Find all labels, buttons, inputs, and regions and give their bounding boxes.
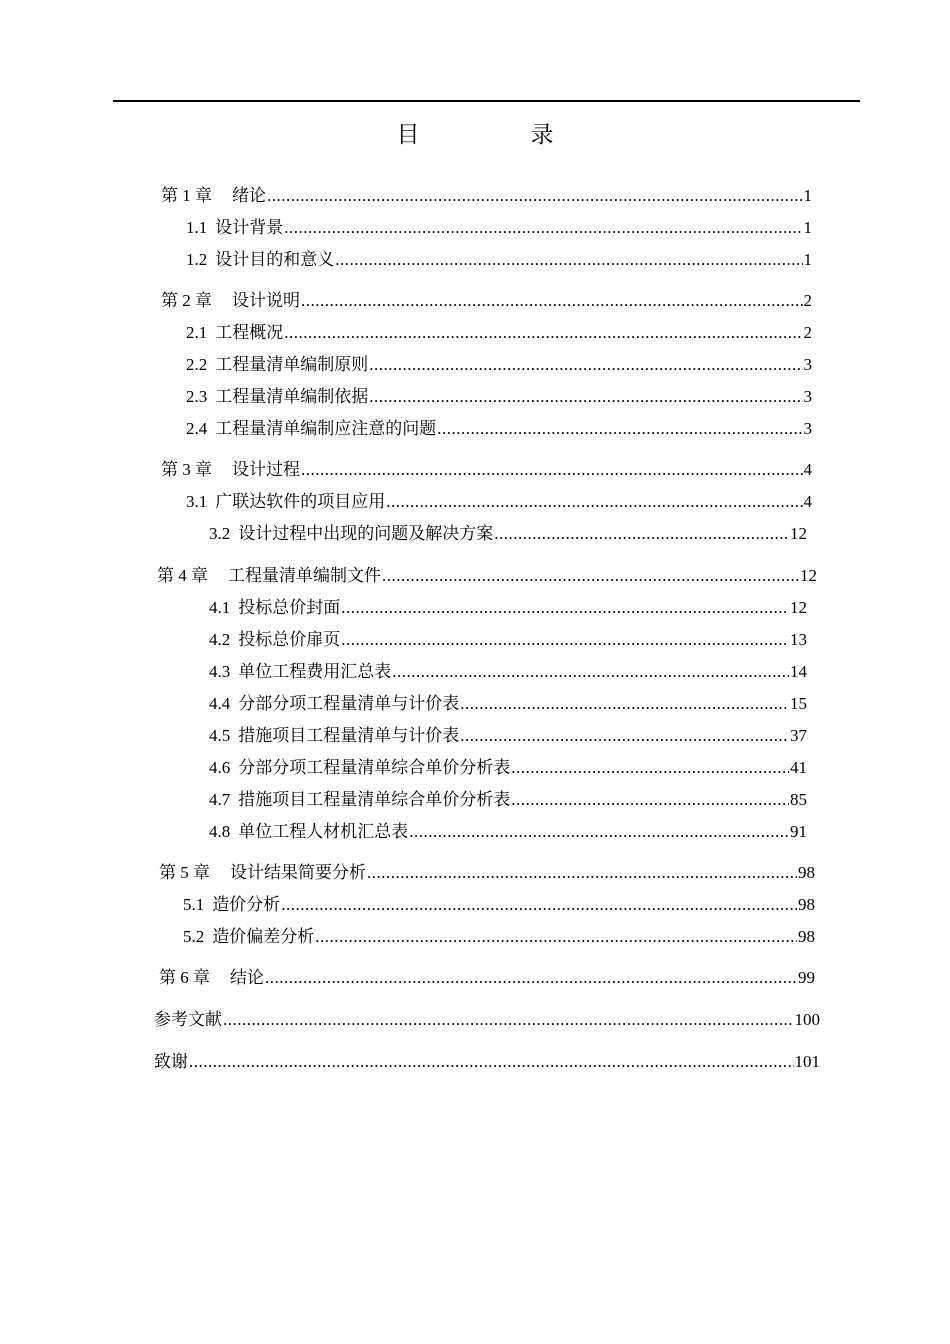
toc-entry-4-6[interactable]: [209, 757, 807, 779]
entry-label: 分部分项工程量清单综合单价分析表: [238, 758, 511, 777]
toc-entry-chapter-1[interactable]: [161, 185, 812, 207]
entry-page: 3: [803, 355, 812, 374]
entry-label: 设计过程: [232, 460, 300, 479]
entry-number: 4.5: [209, 726, 231, 745]
entry-label: 结论: [230, 968, 264, 987]
entry-label: 设计背景: [215, 218, 284, 237]
toc-entry-2-1[interactable]: [186, 322, 812, 344]
toc-entry-4-3[interactable]: [209, 661, 807, 683]
entry-label: 设计结果简要分析: [230, 863, 366, 882]
entry-page: 85: [790, 790, 807, 809]
toc-entry-4-7[interactable]: [209, 789, 807, 811]
entry-number: 2.3: [186, 387, 208, 406]
entry-page: 37: [790, 726, 807, 745]
entry-page: 99: [798, 968, 815, 987]
toc-entry-chapter-5[interactable]: [159, 862, 815, 884]
toc-entry-1-2[interactable]: [186, 249, 812, 271]
entry-label: 设计目的和意义: [215, 250, 335, 269]
entry-page: 15: [790, 694, 807, 713]
dot-leader: [265, 967, 797, 989]
entry-page: 100: [794, 1010, 820, 1029]
toc-entry-1-1[interactable]: [186, 217, 812, 239]
dot-leader: [223, 1009, 794, 1031]
dot-leader: [511, 757, 789, 779]
header-rule: [113, 100, 860, 102]
entry-label: 工程量清单编制依据: [215, 387, 369, 406]
entry-number: 2.1: [186, 323, 208, 342]
dot-leader: [341, 597, 789, 619]
entry-number: 第 5 章: [159, 863, 210, 882]
entry-number: 1.2: [186, 250, 208, 269]
entry-label: 投标总价封面: [238, 598, 341, 617]
entry-label: 参考文献: [154, 1010, 222, 1029]
entry-label: 设计说明: [232, 291, 300, 310]
dot-leader: [341, 629, 789, 651]
entry-number: 3.1: [186, 492, 208, 511]
dot-leader: [437, 418, 802, 440]
entry-page: 3: [803, 387, 812, 406]
entry-page: 101: [794, 1052, 820, 1071]
toc-entry-chapter-6[interactable]: [159, 967, 815, 989]
entry-label: 造价分析: [212, 895, 281, 914]
dot-leader: [392, 661, 789, 683]
toc-entry-chapter-4[interactable]: [157, 565, 817, 587]
entry-label: 工程量清单编制应注意的问题: [215, 419, 437, 438]
entry-page: 4: [803, 492, 812, 511]
entry-page: 98: [798, 927, 815, 946]
toc-entry-3-2[interactable]: [209, 523, 807, 545]
entry-page: 4: [803, 460, 812, 479]
entry-page: 1: [803, 250, 812, 269]
toc-entry-references[interactable]: [154, 1009, 820, 1031]
entry-label: 造价偏差分析: [212, 927, 315, 946]
entry-number: 4.7: [209, 790, 231, 809]
dot-leader: [284, 217, 802, 239]
dot-leader: [386, 491, 802, 513]
entry-label: 工程概况: [215, 323, 284, 342]
entry-page: 98: [798, 895, 815, 914]
toc-entry-2-4[interactable]: [186, 418, 812, 440]
entry-page: 41: [790, 758, 807, 777]
entry-page: 12: [790, 524, 807, 543]
entry-page: 2: [803, 323, 812, 342]
toc-entry-4-2[interactable]: [209, 629, 807, 651]
entry-label: 设计过程中出现的问题及解决方案: [238, 524, 494, 543]
toc-entry-acknowledgements[interactable]: [154, 1051, 820, 1073]
toc-entry-5-2[interactable]: [183, 926, 815, 948]
entry-page: 3: [803, 419, 812, 438]
dot-leader: [301, 459, 803, 481]
entry-page: 13: [790, 630, 807, 649]
entry-number: 4.2: [209, 630, 231, 649]
dot-leader: [369, 354, 802, 376]
toc-title: 目 录: [396, 122, 598, 148]
dot-leader: [367, 862, 797, 884]
dot-leader: [511, 789, 789, 811]
entry-label: 工程量清单编制原则: [215, 355, 369, 374]
toc-entry-3-1[interactable]: [186, 491, 812, 513]
entry-number: 第 1 章: [161, 186, 212, 205]
entry-number: 4.4: [209, 694, 231, 713]
dot-leader: [460, 693, 789, 715]
entry-number: 第 3 章: [161, 460, 212, 479]
dot-leader: [281, 894, 797, 916]
dot-leader: [284, 322, 802, 344]
entry-number: 5.1: [183, 895, 205, 914]
entry-number: 2.4: [186, 419, 208, 438]
entry-page: 1: [803, 186, 812, 205]
entry-number: 4.3: [209, 662, 231, 681]
entry-number: 5.2: [183, 927, 205, 946]
dot-leader: [382, 565, 799, 587]
toc-entry-4-1[interactable]: [209, 597, 807, 619]
entry-label: 致谢: [154, 1052, 188, 1071]
toc-entry-4-8[interactable]: [209, 821, 807, 843]
entry-number: 4.1: [209, 598, 231, 617]
toc-entry-2-3[interactable]: [186, 386, 812, 408]
entry-page: 98: [798, 863, 815, 882]
entry-page: 12: [790, 598, 807, 617]
entry-number: 4.6: [209, 758, 231, 777]
dot-leader: [369, 386, 802, 408]
toc-entry-5-1[interactable]: [183, 894, 815, 916]
dot-leader: [335, 249, 802, 271]
entry-label: 工程量清单编制文件: [228, 566, 381, 585]
entry-number: 2.2: [186, 355, 208, 374]
toc-entry-4-5[interactable]: [209, 725, 807, 747]
dot-leader: [315, 926, 797, 948]
entry-number: 第 6 章: [159, 968, 210, 987]
entry-number: 1.1: [186, 218, 208, 237]
entry-label: 单位工程人材机汇总表: [238, 822, 409, 841]
dot-leader: [301, 290, 803, 312]
dot-leader: [409, 821, 789, 843]
entry-page: 14: [790, 662, 807, 681]
entry-label: 单位工程费用汇总表: [238, 662, 392, 681]
entry-page: 91: [790, 822, 807, 841]
entry-number: 3.2: [209, 524, 231, 543]
toc-entry-chapter-3[interactable]: [161, 459, 812, 481]
toc-entry-4-4[interactable]: [209, 693, 807, 715]
dot-leader: [189, 1051, 794, 1073]
entry-label: 措施项目工程量清单综合单价分析表: [238, 790, 511, 809]
entry-label: 广联达软件的项目应用: [215, 492, 386, 511]
toc-entry-2-2[interactable]: [186, 354, 812, 376]
dot-leader: [494, 523, 789, 545]
dot-leader: [267, 185, 803, 207]
dot-leader: [460, 725, 789, 747]
toc-entry-chapter-2[interactable]: [161, 290, 812, 312]
entry-number: 第 2 章: [161, 291, 212, 310]
entry-label: 分部分项工程量清单与计价表: [238, 694, 460, 713]
entry-page: 12: [800, 566, 817, 585]
entry-label: 投标总价扉页: [238, 630, 341, 649]
entry-label: 措施项目工程量清单与计价表: [238, 726, 460, 745]
entry-page: 1: [803, 218, 812, 237]
entry-label: 绪论: [232, 186, 266, 205]
entry-page: 2: [803, 291, 812, 310]
entry-number: 第 4 章: [157, 566, 208, 585]
entry-number: 4.8: [209, 822, 231, 841]
